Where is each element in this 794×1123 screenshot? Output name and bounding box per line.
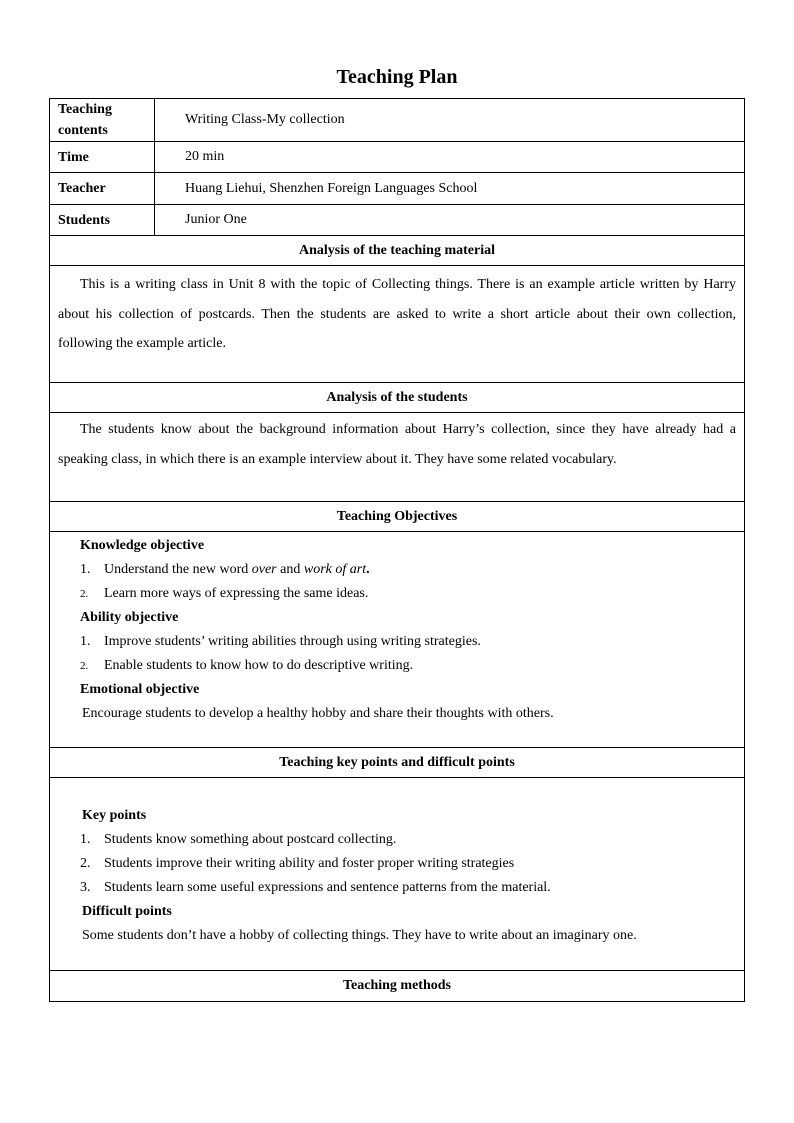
material-paragraph (50, 270, 744, 359)
info-row-teacher (50, 173, 744, 205)
section-body-objectives (50, 532, 744, 748)
list-item: 1. Students know something about postcard collecting. (80, 832, 397, 847)
info-label: Students (50, 205, 155, 235)
list-item: 3. Students learn some useful expressions and sentence patterns from the material. (80, 880, 551, 895)
difficult-points-heading: Difficult points (82, 904, 172, 919)
section-heading-students: Analysis of the students (50, 383, 744, 413)
info-label: Teaching contents (50, 99, 155, 141)
section-heading-keypoints: Teaching key points and difficult points (50, 748, 744, 778)
info-row-time (50, 142, 744, 173)
emotional-heading: Emotional objective (80, 682, 200, 697)
knowledge-heading: Knowledge objective (80, 538, 205, 553)
info-row-contents (50, 99, 744, 142)
key-points-heading: Key points (82, 808, 147, 823)
ability-heading: Ability objective (80, 610, 179, 625)
section-body-keypoints (50, 778, 744, 971)
difficult-text: Some students don’t have a hobby of collecting things. They have to write about an imaginary one. (82, 928, 637, 943)
section-body-material (50, 266, 744, 383)
info-label: Teacher (50, 173, 155, 204)
term-over: over (251, 562, 277, 577)
document-title: Teaching Plan (336, 66, 458, 88)
section-body-students (50, 413, 744, 502)
list-item: 1. Understand the new word over and work of art. (80, 562, 370, 577)
info-value: 20 min (185, 149, 225, 164)
info-row-students (50, 205, 744, 236)
teaching-plan-table (49, 98, 745, 1002)
students-paragraph (50, 415, 744, 474)
list-item: 2. Enable students to know how to do descriptive writing. (80, 658, 414, 673)
emotional-text: Encourage students to develop a healthy hobby and share their thoughts with others. (82, 706, 554, 721)
section-heading-material: Analysis of the teaching material (50, 236, 744, 266)
section-heading-methods: Teaching methods (342, 978, 451, 993)
info-label: Time (50, 142, 155, 172)
info-value: Huang Liehui, Shenzhen Foreign Languages School (185, 180, 478, 196)
info-value: Junior One (185, 212, 247, 227)
list-item: 2. Students improve their writing ability and foster proper writing strategies (80, 856, 515, 871)
list-item: 2. Learn more ways of expressing the same ideas. (80, 586, 369, 601)
info-value: Writing Class-My collection (185, 112, 345, 127)
term-work-of-art: work of art (303, 562, 367, 577)
students-text: The students know about the background information about Harry’s collection, since they have already had a speaking class, in which there is an example interview about it. They have some related vocabulary. (58, 422, 736, 467)
material-text: This is a writing class in Unit 8 with the topic of Collecting things. There is an example article written by Harry about his collection of postcards. Then the students are asked to write a short article about their own collection, following the example article. (58, 277, 736, 351)
list-item: 1. Improve students’ writing abilities through using writing strategies. (80, 634, 481, 649)
section-heading-objectives: Teaching Objectives (50, 502, 744, 532)
